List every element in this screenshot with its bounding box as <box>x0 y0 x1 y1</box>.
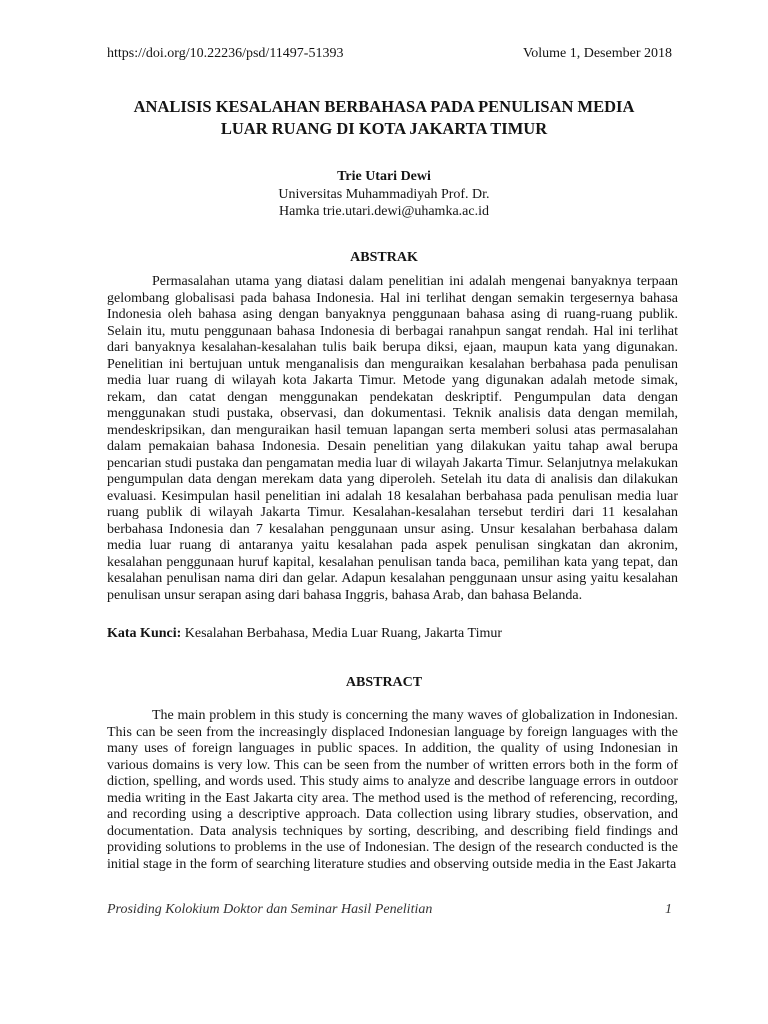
abstrak-body: Permasalahan utama yang diatasi dalam penelitian ini adalah mengenai banyaknya terpaan gelombang globalisasi pada bahasa Indonesia. Hal ini terlihat dengan semakin tergesernya bahasa Indonesia oleh bahasa asing dengan banyaknya penggunaan bahasa asing di ruang-ruang publik. Selain itu, mutu penggunaan bahasa Indonesia di berbagai ranahpun sangat rendah. Hal ini terlihat dari banyaknya kesalahan-kesalahan tulis baik berupa diksi, ejaan, maupun kata yang digunakan. Penelitian ini bertujuan untuk menganalisis dan menguraikan kesalahan berbahasa pada penulisan media luar ruang di wilayah kota Jakarta Timur. Metode yang digunakan adalah metode simak, rekam, dan catat dengan menggunakan pendekatan deskriptif. Pengumpulan data dengan menggunakan studi pustaka, observasi, dan dokumentasi. Teknik analisis data dengan memilah, mendeskripsikan, dan menguraikan hasil temuan lapangan serta memberi solusi atas permasalahan dalam pemakaian bahasa Indonesia. Desain penelitian yang dilakukan yaitu tahap awal berupa pencarian studi pustaka dan pengamatan media luar di wilayah Jakarta Timur. Selanjutnya melakukan pengumpulan data dengan merekam data yang diperoleh. Setelah itu data di analisis dan dilakukan evaluasi. Kesimpulan hasil penelitian ini adalah 18 kesalahan berbahasa pada penulisan media luar ruang publik di wilayah Jakarta Timur. Kesalahan-kesalahan tersebut terdiri dari 11 kesalahan berbahasa Indonesia dan 7 kesalahan penggunaan unsur asing. Unsur kesalahan berbahasa dalam media luar ruang di antaranya yaitu kesalahan pada aspek penulisan singkatan dan akronim, kesalahan penggunaan huruf kapital, kesalahan penulisan tanda baca, pemilihan kata yang tepat, dan kesalahan penulisan nama diri dan gelar. Adapun kesalahan penggunaan unsur asing yaitu kesalahan penulisan unsur serapan asing dari bahasa Inggris, bahasa Arab, dan bahasa Belanda. <box>107 274 678 603</box>
abstract-heading: ABSTRACT <box>345 675 423 690</box>
page-header <box>107 46 672 62</box>
page-number: 1 <box>665 902 672 917</box>
keywords-value: Kesalahan Berbahasa, Media Luar Ruang, Jakarta Timur <box>184 626 503 641</box>
keywords <box>107 626 678 643</box>
author-block <box>180 168 588 221</box>
page-footer <box>107 898 672 917</box>
title-line-1: ANALISIS KESALAHAN BERBAHASA PADA PENULISAN MEDIA <box>133 97 635 116</box>
abstrak-heading: ABSTRAK <box>350 250 418 265</box>
author-name: Trie Utari Dewi <box>337 169 431 184</box>
volume-info: Volume 1, Desember 2018 <box>522 46 672 61</box>
author-affiliation: Universitas Muhammadiyah Prof. Dr. <box>278 186 490 202</box>
author-contact: Hamka trie.utari.dewi@uhamka.ac.id <box>279 204 489 219</box>
abstract-body: The main problem in this study is concerning the many waves of globalization in Indonesian. This can be seen from the increasingly displaced Indonesian language by foreign languages with the many uses of foreign languages in public spaces. In addition, the quality of using Indonesian in various domains is very low. This can be seen from the number of written errors both in the form of diction, spelling, and words used. This study aims to analyze and describe language errors in outdoor media writing in the East Jakarta city area. The method used is the method of referencing, recording, and recording using a descriptive approach. Data collection using library studies, observation, and documentation. Data analysis techniques by sorting, describing, and describing field findings and providing solutions to problems in the use of Indonesian. The design of the research conducted is the initial stage in the form of searching literature studies and observing outside media in the East Jakarta <box>107 708 678 872</box>
doi-link[interactable]: https://doi.org/10.22236/psd/11497-51393 <box>107 46 344 61</box>
keywords-label: Kata Kunci: <box>107 626 182 641</box>
paper-title <box>80 96 688 140</box>
title-line-2: LUAR RUANG DI KOTA JAKARTA TIMUR <box>220 119 548 138</box>
footer-proceedings: Prosiding Kolokium Doktor dan Seminar Hasil Penelitian <box>107 902 433 917</box>
